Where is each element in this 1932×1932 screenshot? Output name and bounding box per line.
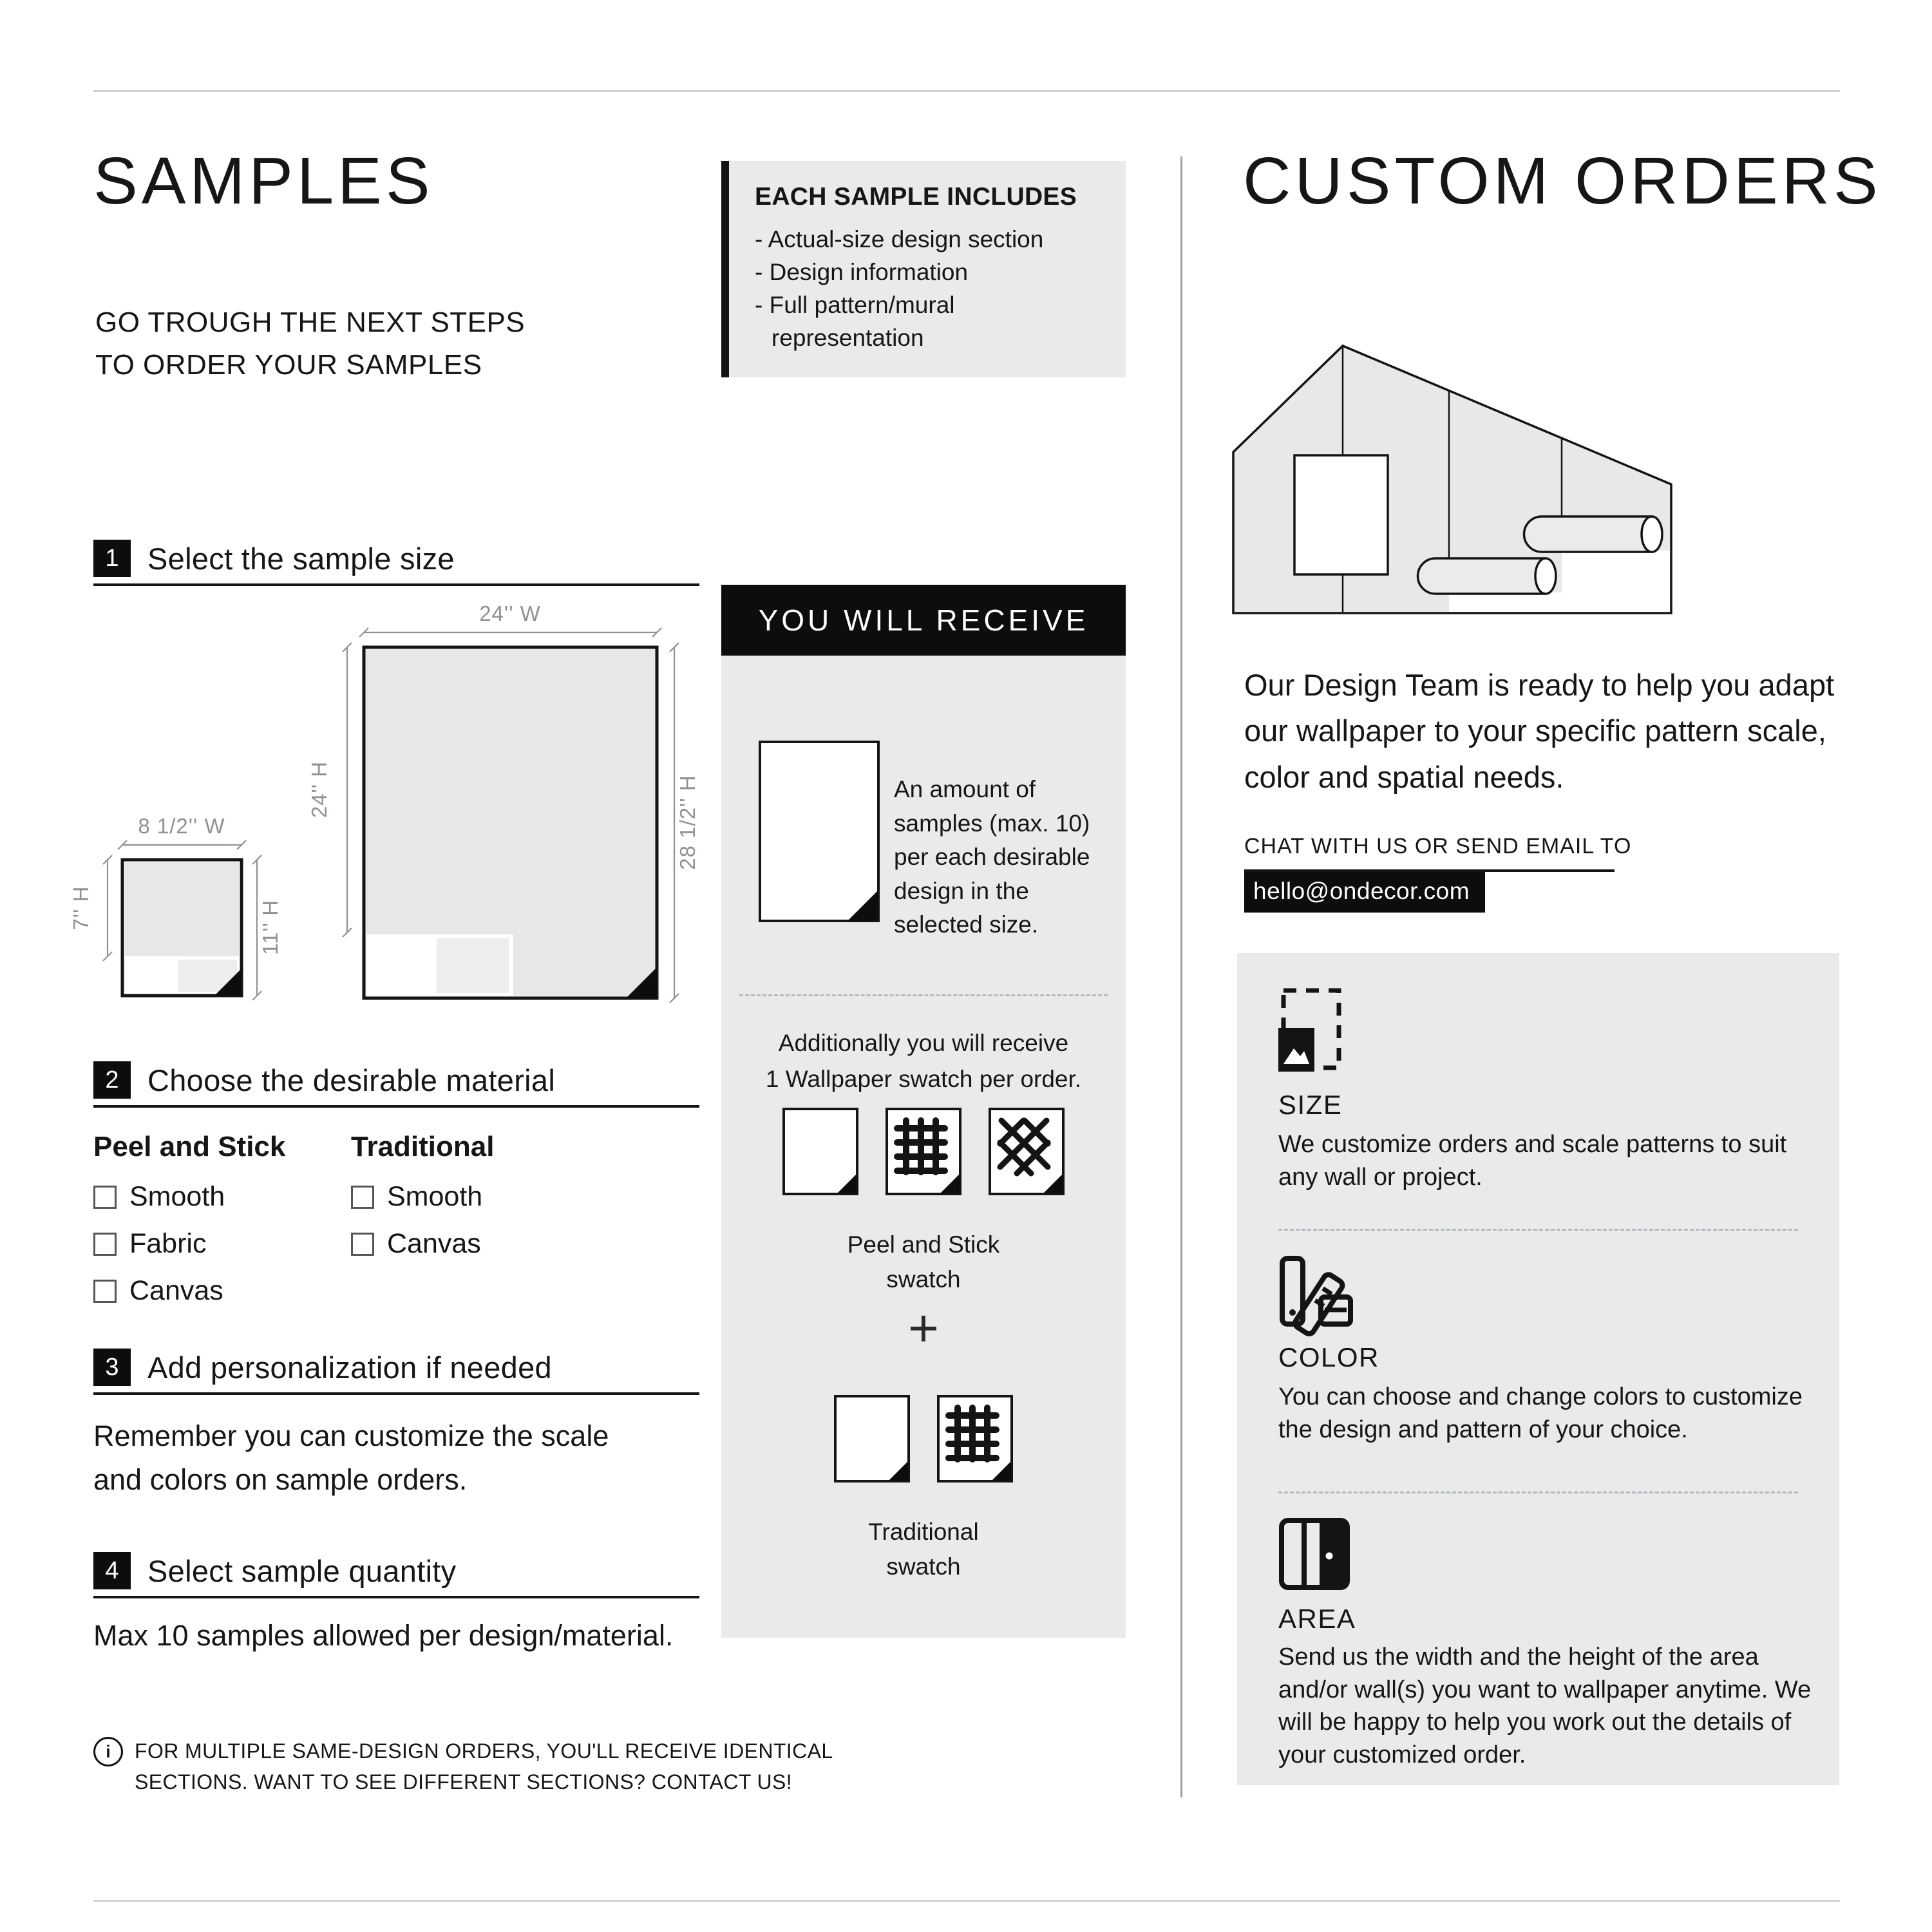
includes-title: EACH SAMPLE INCLUDES bbox=[755, 183, 1077, 211]
small-width-label: 8 1/2'' W bbox=[138, 814, 225, 838]
info-note-line1: FOR MULTIPLE SAME-DESIGN ORDERS, YOU'LL RECEIVE IDENTICAL bbox=[135, 1739, 833, 1763]
you-will-receive-panel bbox=[721, 585, 1126, 1638]
sample-page-icon bbox=[759, 741, 880, 922]
info-note bbox=[93, 1736, 833, 1797]
peel-label-line2: swatch bbox=[886, 1265, 961, 1293]
blank-swatch-icon bbox=[834, 1395, 910, 1482]
unpapered-area bbox=[1449, 592, 1563, 613]
unpapered-area bbox=[1562, 551, 1671, 613]
custom-intro-text: Our Design Team is ready to help you adapt our wallpaper to your specific pattern scale, color and spatial needs. bbox=[1244, 668, 1835, 794]
option-label: Smooth bbox=[129, 1181, 225, 1212]
grid-swatch-icon bbox=[937, 1395, 1013, 1482]
step-3-text: Remember you can customize the scale and colors on sample orders. bbox=[93, 1419, 609, 1496]
peel-and-stick-title: Peel and Stick bbox=[93, 1131, 286, 1162]
feature-color-title: COLOR bbox=[1278, 1342, 1379, 1372]
chat-label: CHAT WITH US OR SEND EMAIL TO bbox=[1244, 834, 1632, 858]
dashed-separator bbox=[739, 994, 1108, 996]
dashed-separator bbox=[1278, 1492, 1798, 1493]
info-icon: i bbox=[93, 1737, 123, 1766]
wallpaper-house-diagram bbox=[1224, 320, 1681, 616]
color-icon bbox=[1278, 1255, 1356, 1329]
fold-corner-icon bbox=[889, 1461, 908, 1481]
window bbox=[1294, 455, 1388, 574]
step-3-header bbox=[93, 1349, 699, 1395]
wallpaper-roll-icon bbox=[1418, 558, 1546, 594]
custom-orders-title: CUSTOM ORDERS bbox=[1243, 144, 1882, 218]
contact-block bbox=[1244, 834, 1631, 913]
area-icon bbox=[1278, 1517, 1350, 1591]
additional-line2: 1 Wallpaper swatch per order. bbox=[765, 1065, 1082, 1092]
option-peel-smooth bbox=[93, 1181, 285, 1213]
step-2-label: Choose the desirable material bbox=[147, 1063, 556, 1097]
step-4-label: Select sample quantity bbox=[147, 1553, 457, 1588]
info-note-text bbox=[135, 1736, 833, 1797]
option-label: Fabric bbox=[129, 1228, 207, 1259]
small-page-gray-block bbox=[125, 862, 239, 956]
small-height-right-label: 11'' H bbox=[258, 900, 282, 955]
sample-size-diagram bbox=[69, 599, 699, 1037]
checkbox-peel-smooth[interactable] bbox=[93, 1186, 117, 1209]
samples-subtitle-line1: GO TROUGH THE NEXT STEPS bbox=[95, 307, 526, 338]
column-divider bbox=[1180, 156, 1182, 1797]
checkbox-trad-canvas[interactable] bbox=[351, 1233, 374, 1256]
includes-item: - Design information bbox=[755, 259, 969, 286]
step-3-badge: 3 bbox=[93, 1349, 131, 1386]
material-column-peel-and-stick bbox=[93, 1131, 285, 1322]
large-height-right-label: 28 1/2'' H bbox=[676, 775, 699, 870]
feature-area-title: AREA bbox=[1278, 1604, 1356, 1634]
large-width-label: 24'' W bbox=[479, 601, 541, 625]
step-4-header bbox=[93, 1552, 699, 1598]
crosshatch-swatch-icon bbox=[989, 1108, 1065, 1195]
option-label: Canvas bbox=[129, 1275, 223, 1306]
plus-icon: + bbox=[908, 1299, 939, 1358]
fold-corner-icon bbox=[992, 1461, 1011, 1481]
additional-text bbox=[721, 1025, 1126, 1097]
feature-size-text: We customize orders and scale patterns to suit any wall or project. bbox=[1278, 1131, 1787, 1191]
step-1-badge: 1 bbox=[93, 540, 131, 577]
option-label: Smooth bbox=[387, 1181, 483, 1212]
traditional-title: Traditional bbox=[351, 1131, 495, 1162]
step-4-badge: 4 bbox=[93, 1552, 131, 1589]
checkbox-peel-canvas[interactable] bbox=[93, 1280, 117, 1303]
step-2-badge: 2 bbox=[93, 1061, 131, 1099]
traditional-swatch-label bbox=[721, 1515, 1126, 1584]
step-4-text: Max 10 samples allowed per design/material. bbox=[93, 1619, 674, 1652]
feature-color-text: You can choose and change colors to customize the design and pattern of your choice. bbox=[1278, 1383, 1803, 1443]
checkbox-trad-smooth[interactable] bbox=[351, 1186, 374, 1209]
dashed-separator bbox=[1278, 1229, 1798, 1231]
option-trad-smooth bbox=[351, 1181, 494, 1213]
includes-item: - Actual-size design section bbox=[755, 226, 1044, 252]
blank-swatch-icon bbox=[782, 1108, 858, 1195]
material-column-traditional bbox=[351, 1131, 494, 1275]
receive-samples-text: An amount of samples (max. 10) per each desirable design in the selected size. bbox=[894, 776, 1090, 938]
traditional-label-line2: swatch bbox=[886, 1553, 961, 1580]
fold-corner-icon bbox=[1043, 1174, 1063, 1193]
traditional-swatch-row bbox=[721, 1395, 1126, 1482]
traditional-label-line1: Traditional bbox=[868, 1519, 979, 1545]
includes-item: - Full pattern/mural representation bbox=[755, 292, 955, 352]
samples-title: SAMPLES bbox=[93, 144, 434, 218]
peel-label-line1: Peel and Stick bbox=[847, 1231, 1000, 1258]
samples-subtitle-line2: TO ORDER YOUR SAMPLES bbox=[95, 349, 482, 381]
top-rule bbox=[93, 90, 1840, 92]
feature-area-text: Send us the width and the height of the area and/or wall(s) you want to wallpaper anytime. We will be happy to help you work out the details of your customized order. bbox=[1278, 1643, 1812, 1768]
fold-corner-icon bbox=[848, 891, 878, 920]
step-1-header bbox=[93, 540, 699, 586]
size-icon bbox=[1278, 987, 1343, 1072]
large-page-inner-box bbox=[437, 938, 509, 993]
peel-swatch-label bbox=[721, 1227, 1126, 1296]
bottom-rule bbox=[93, 1900, 1840, 1902]
each-sample-includes-box bbox=[721, 161, 1126, 377]
step-1-label: Select the sample size bbox=[147, 541, 455, 576]
option-label: Canvas bbox=[387, 1228, 481, 1259]
custom-features-panel bbox=[1237, 953, 1839, 1785]
wallpaper-roll-end bbox=[1642, 516, 1662, 552]
fold-corner-icon bbox=[837, 1174, 857, 1193]
option-peel-canvas bbox=[93, 1275, 285, 1307]
step-3-label: Add personalization if needed bbox=[147, 1350, 552, 1385]
checkbox-peel-fabric[interactable] bbox=[93, 1233, 117, 1256]
option-peel-fabric bbox=[93, 1228, 285, 1260]
wallpaper-roll-end bbox=[1535, 558, 1556, 594]
fold-corner-icon bbox=[940, 1174, 960, 1193]
small-height-left-label: 7'' H bbox=[69, 886, 93, 931]
step-2-header bbox=[93, 1061, 699, 1108]
info-note-line2: SECTIONS. WANT TO SEE DIFFERENT SECTIONS? CONTACT US! bbox=[135, 1770, 793, 1794]
email-chip[interactable]: hello@ondecor.com bbox=[1244, 872, 1485, 913]
additional-line1: Additionally you will receive bbox=[778, 1030, 1069, 1056]
option-trad-canvas bbox=[351, 1228, 494, 1260]
grid-swatch-icon bbox=[886, 1108, 961, 1195]
large-height-left-label: 24'' H bbox=[307, 761, 331, 819]
samples-subtitle bbox=[95, 301, 525, 386]
peel-swatch-row bbox=[721, 1108, 1126, 1195]
wallpaper-roll-icon bbox=[1524, 516, 1653, 552]
receive-header: YOU WILL RECEIVE bbox=[721, 585, 1126, 656]
feature-size-title: SIZE bbox=[1278, 1090, 1343, 1120]
